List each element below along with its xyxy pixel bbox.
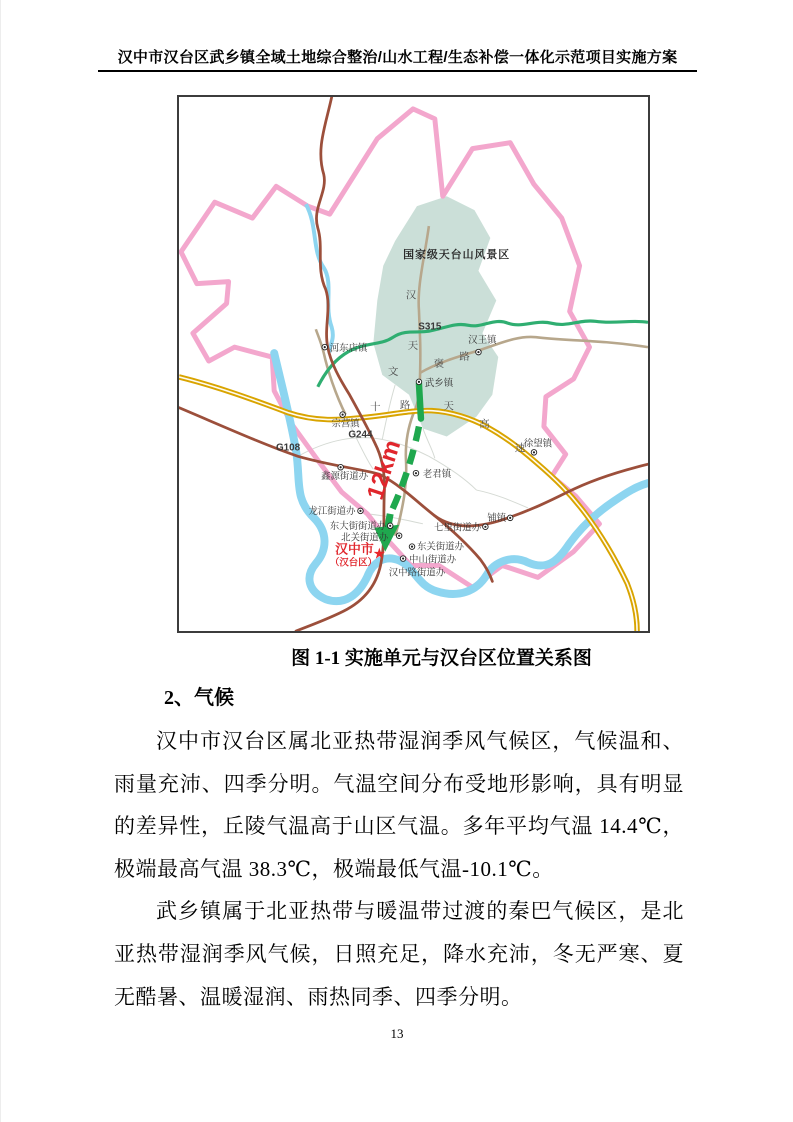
town-label-xinyuan: 鑫源街道办 [321, 472, 369, 483]
town-label-dongdajie: 东大街街道办 [329, 521, 387, 532]
expressway-char-lu: 路 [399, 400, 411, 412]
river-upper [306, 204, 333, 353]
road-char-lu1: 路 [459, 352, 470, 364]
town-label-dongguan: 东关街道办 [416, 542, 464, 553]
road-char-han: 汉 [405, 290, 417, 302]
s315-label: S315 [418, 321, 442, 333]
expressway-char-tian: 天 [443, 401, 454, 413]
town-label-hedongdian: 河东店镇 [329, 344, 368, 355]
paragraph-climate-hantai: 汉中市汉台区属北亚热带湿润季风气候区，气候温和、雨量充沛、四季分明。气温空间分布受地形影响，具有明显的差异性，丘陵气温高于山区气温。多年平均气温 14.4℃，极端最高气温 38.3℃，极端最低气温-10.1℃。 [114, 729, 684, 881]
town-label-qili: 七里街道办 [434, 523, 482, 534]
road-char-tian1: 天 [407, 341, 419, 353]
town-label-laojun: 老君镇 [422, 470, 452, 481]
town-label-wuxiang: 武乡镇 [424, 378, 454, 389]
city-label: 汉中市 [335, 542, 374, 557]
section-heading: 2、气候 [164, 687, 234, 709]
expressway-char-shi: 十 [370, 402, 381, 414]
town-label-longjiang: 龙江街道办 [308, 506, 356, 517]
document-header-title: 汉中市汉台区武乡镇全域土地综合整治/山水工程/生态补偿一体化示范项目实施方案 [117, 49, 678, 66]
expressway-char-su: 速 [514, 443, 526, 455]
town-label-zongying: 宗营镇 [331, 419, 360, 430]
city-star-icon: ★ [372, 546, 386, 563]
paragraph-climate-wuxiang: 武乡镇属于北亚热带与暖温带过渡的秦巴气候区，是北亚热带湿润季风气候，日照充足，降水充沛，冬无严寒、夏无酷暑、温暖湿润、雨热同季、四季分明。 [114, 899, 684, 1009]
town-label-xuwang: 徐望镇 [523, 439, 553, 450]
location-map-figure [177, 95, 650, 633]
body-text [114, 720, 684, 1018]
figure-caption: 图 1-1 实施单元与汉台区位置关系图 [291, 648, 592, 669]
g108-label: G108 [275, 442, 301, 454]
g244-label: G244 [348, 429, 373, 441]
town-label-puzhen: 铺镇 [487, 513, 507, 524]
header-divider [98, 70, 697, 72]
scenic-area-label: 国家级天台山风景区 [403, 248, 511, 261]
expressway-char-gao: 高 [479, 419, 490, 431]
road-char-wen: 文 [387, 366, 399, 378]
road-char-bao: 褒 [433, 358, 444, 370]
page-number: 13 [390, 1026, 404, 1041]
scenic-area [373, 196, 498, 436]
town-label-zhongshan: 中山街道办 [409, 555, 457, 566]
location-map [179, 97, 648, 631]
town-label-beiguan: 北关街道办 [341, 533, 389, 544]
expressway-road [179, 377, 637, 631]
town-label-hanzhonglu: 汉中路街道办 [388, 568, 446, 579]
town-label-hanwang: 汉王镇 [468, 336, 497, 347]
distance-label: 12km [361, 436, 407, 504]
city-sublabel: （汉台区） [330, 558, 378, 569]
